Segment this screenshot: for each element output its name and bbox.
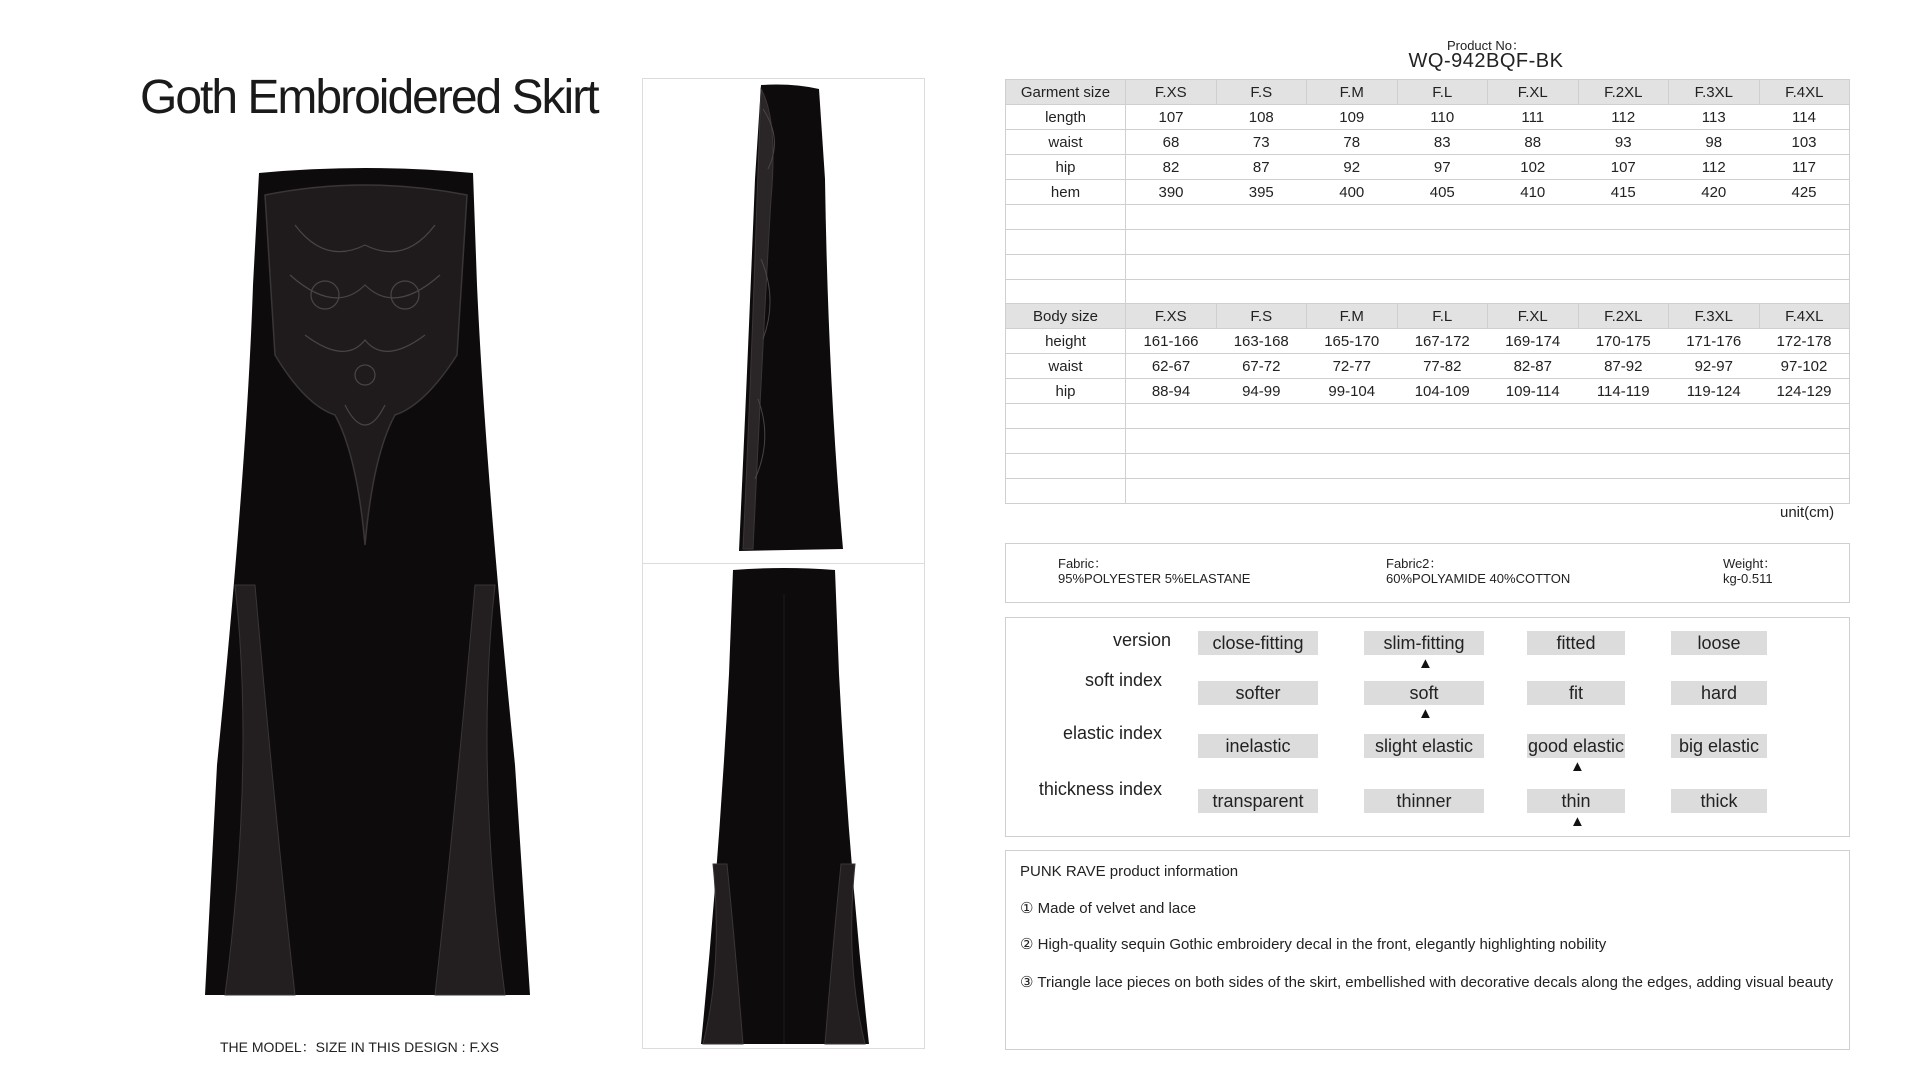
table-row bbox=[1006, 105, 1850, 130]
table-cell: 93 bbox=[1578, 130, 1669, 155]
table-row bbox=[1006, 155, 1850, 180]
table-cell: 97 bbox=[1397, 155, 1488, 180]
option-chip: softer bbox=[1198, 681, 1318, 705]
header-cell: Garment size bbox=[1006, 80, 1126, 105]
property-label-elastic: elastic index bbox=[1062, 723, 1162, 743]
fabric1-value: 95%POLYESTER 5%ELASTANE bbox=[1058, 571, 1251, 586]
product-title: Goth Embroidered Skirt bbox=[140, 71, 598, 124]
fabric2 bbox=[1386, 556, 1570, 586]
table-cell: 415 bbox=[1578, 180, 1669, 205]
table-cell: 68 bbox=[1126, 130, 1217, 155]
table-row bbox=[1006, 379, 1850, 404]
row-label: hem bbox=[1006, 180, 1126, 205]
table-cell: 114 bbox=[1759, 105, 1850, 130]
table-cell: 99-104 bbox=[1307, 379, 1398, 404]
product-number: WQ-942BQF-BK bbox=[1408, 50, 1564, 72]
fabric2-value: 60%POLYAMIDE 40%COTTON bbox=[1386, 571, 1571, 586]
table-cell: 83 bbox=[1397, 130, 1488, 155]
header-cell: F.3XL bbox=[1669, 304, 1760, 329]
table-cell: 165-170 bbox=[1307, 329, 1398, 354]
weight-value: kg-0.511 bbox=[1723, 571, 1773, 586]
header-cell: Body size bbox=[1006, 304, 1126, 329]
table-cell: 107 bbox=[1126, 105, 1217, 130]
table-cell: 73 bbox=[1216, 130, 1307, 155]
empty-row bbox=[1006, 280, 1850, 305]
header-cell: F.4XL bbox=[1759, 304, 1850, 329]
header-cell: F.XL bbox=[1488, 80, 1579, 105]
table-cell: 400 bbox=[1307, 180, 1398, 205]
header-cell: F.XL bbox=[1488, 304, 1579, 329]
option-chip: soft bbox=[1364, 681, 1484, 705]
option-chip: thinner bbox=[1364, 789, 1484, 813]
fabric2-label: Fabric2： bbox=[1386, 556, 1443, 571]
option-chip: hard bbox=[1671, 681, 1767, 705]
property-label-version: version bbox=[1112, 630, 1171, 650]
table-cell: 110 bbox=[1397, 105, 1488, 130]
table-row bbox=[1006, 354, 1850, 379]
info-heading: PUNK RAVE product information bbox=[1020, 863, 1239, 880]
table-cell: 119-124 bbox=[1669, 379, 1760, 404]
table-cell: 172-178 bbox=[1759, 329, 1850, 354]
property-label-thickness: thickness index bbox=[1038, 779, 1162, 799]
option-chip: loose bbox=[1671, 631, 1767, 655]
table-cell: 97-102 bbox=[1759, 354, 1850, 379]
property-label-soft: soft index bbox=[1084, 670, 1162, 690]
product-no-label: Product No： bbox=[1446, 38, 1526, 53]
row-label: height bbox=[1006, 329, 1126, 354]
row-label: hip bbox=[1006, 155, 1126, 180]
table-cell: 88 bbox=[1488, 130, 1579, 155]
option-chip: slim-fitting bbox=[1364, 631, 1484, 655]
header-cell: F.3XL bbox=[1669, 80, 1760, 105]
table-cell: 170-175 bbox=[1578, 329, 1669, 354]
table-cell: 104-109 bbox=[1397, 379, 1488, 404]
table-cell: 410 bbox=[1488, 180, 1579, 205]
properties-box bbox=[1005, 617, 1850, 837]
skirt-back-photo bbox=[642, 563, 925, 1049]
header-cell: F.M bbox=[1307, 80, 1398, 105]
table-cell: 109 bbox=[1307, 105, 1398, 130]
fabric1-label: Fabric： bbox=[1058, 556, 1108, 571]
table-cell: 98 bbox=[1669, 130, 1760, 155]
skirt-side-photo bbox=[642, 78, 925, 564]
header-cell: F.2XL bbox=[1578, 304, 1669, 329]
table-cell: 72-77 bbox=[1307, 354, 1398, 379]
table-cell: 124-129 bbox=[1759, 379, 1850, 404]
unit-label: unit(cm) bbox=[1780, 504, 1835, 521]
table-cell: 88-94 bbox=[1126, 379, 1217, 404]
header-cell: F.M bbox=[1307, 304, 1398, 329]
row-label: hip bbox=[1006, 379, 1126, 404]
option-chip: fit bbox=[1527, 681, 1625, 705]
body-size-table bbox=[1005, 303, 1850, 504]
table-cell: 425 bbox=[1759, 180, 1850, 205]
table-cell: 102 bbox=[1488, 155, 1579, 180]
info-item: ② High-quality sequin Gothic embroidery decal in the front, elegantly highlighting nobility bbox=[1020, 936, 1607, 953]
table-cell: 161-166 bbox=[1126, 329, 1217, 354]
selection-marker-icon: ▲ bbox=[1418, 655, 1433, 672]
table-cell: 87 bbox=[1216, 155, 1307, 180]
table-cell: 82 bbox=[1126, 155, 1217, 180]
option-chip: close-fitting bbox=[1198, 631, 1318, 655]
option-chip: transparent bbox=[1198, 789, 1318, 813]
table-cell: 167-172 bbox=[1397, 329, 1488, 354]
table-row bbox=[1006, 130, 1850, 155]
empty-row bbox=[1006, 255, 1850, 280]
table-row bbox=[1006, 329, 1850, 354]
header-cell: F.S bbox=[1216, 304, 1307, 329]
option-chip: big elastic bbox=[1671, 734, 1767, 758]
option-chip: thin bbox=[1527, 789, 1625, 813]
table-cell: 94-99 bbox=[1216, 379, 1307, 404]
table-cell: 103 bbox=[1759, 130, 1850, 155]
header-cell: F.XS bbox=[1126, 80, 1217, 105]
header-cell: F.L bbox=[1397, 304, 1488, 329]
selection-marker-icon: ▲ bbox=[1418, 705, 1433, 722]
option-chip: thick bbox=[1671, 789, 1767, 813]
option-chip: good elastic bbox=[1527, 736, 1625, 756]
empty-row bbox=[1006, 429, 1850, 454]
header-cell: F.2XL bbox=[1578, 80, 1669, 105]
table-cell: 78 bbox=[1307, 130, 1398, 155]
table-cell: 111 bbox=[1488, 105, 1579, 130]
table-cell: 82-87 bbox=[1488, 354, 1579, 379]
skirt-front-photo bbox=[195, 165, 535, 1005]
empty-row bbox=[1006, 404, 1850, 429]
weight-label: Weight： bbox=[1723, 556, 1777, 571]
table-cell: 420 bbox=[1669, 180, 1760, 205]
table-cell: 163-168 bbox=[1216, 329, 1307, 354]
table-cell: 113 bbox=[1669, 105, 1760, 130]
table-cell: 109-114 bbox=[1488, 379, 1579, 404]
table-cell: 169-174 bbox=[1488, 329, 1579, 354]
option-chip: inelastic bbox=[1198, 734, 1318, 758]
weight bbox=[1723, 556, 1776, 586]
model-size-note: THE MODEL：SIZE IN THIS DESIGN : F.XS bbox=[220, 1039, 500, 1055]
header-cell: F.L bbox=[1397, 80, 1488, 105]
body-table-header bbox=[1006, 304, 1850, 329]
row-label: waist bbox=[1006, 354, 1126, 379]
empty-row bbox=[1006, 230, 1850, 255]
option-chip: fitted bbox=[1527, 631, 1625, 655]
table-cell: 108 bbox=[1216, 105, 1307, 130]
header-cell: F.S bbox=[1216, 80, 1307, 105]
table-cell: 405 bbox=[1397, 180, 1488, 205]
table-cell: 395 bbox=[1216, 180, 1307, 205]
table-cell: 77-82 bbox=[1397, 354, 1488, 379]
table-cell: 107 bbox=[1578, 155, 1669, 180]
empty-row bbox=[1006, 479, 1850, 504]
table-cell: 112 bbox=[1669, 155, 1760, 180]
fabric1 bbox=[1058, 556, 1250, 586]
option-chip: slight elastic bbox=[1364, 734, 1484, 758]
info-item: ① Made of velvet and lace bbox=[1020, 900, 1197, 917]
garment-table-header bbox=[1006, 80, 1850, 105]
info-item: ③ Triangle lace pieces on both sides of the skirt, embellished with decorative decals along the edges, adding visual beauty bbox=[1020, 974, 1834, 991]
table-cell: 87-92 bbox=[1578, 354, 1669, 379]
garment-size-table bbox=[1005, 79, 1850, 305]
header-cell: F.4XL bbox=[1759, 80, 1850, 105]
table-row bbox=[1006, 180, 1850, 205]
table-cell: 117 bbox=[1759, 155, 1850, 180]
table-cell: 390 bbox=[1126, 180, 1217, 205]
table-cell: 92-97 bbox=[1669, 354, 1760, 379]
table-cell: 62-67 bbox=[1126, 354, 1217, 379]
empty-row bbox=[1006, 454, 1850, 479]
table-cell: 92 bbox=[1307, 155, 1398, 180]
product-info-box bbox=[1005, 850, 1850, 1050]
selection-marker-icon: ▲ bbox=[1570, 758, 1585, 775]
row-label: length bbox=[1006, 105, 1126, 130]
table-cell: 112 bbox=[1578, 105, 1669, 130]
table-cell: 67-72 bbox=[1216, 354, 1307, 379]
table-cell: 171-176 bbox=[1669, 329, 1760, 354]
table-cell: 114-119 bbox=[1578, 379, 1669, 404]
empty-row bbox=[1006, 205, 1850, 230]
row-label: waist bbox=[1006, 130, 1126, 155]
header-cell: F.XS bbox=[1126, 304, 1217, 329]
fabric-info-box bbox=[1005, 543, 1850, 603]
selection-marker-icon: ▲ bbox=[1570, 813, 1585, 830]
